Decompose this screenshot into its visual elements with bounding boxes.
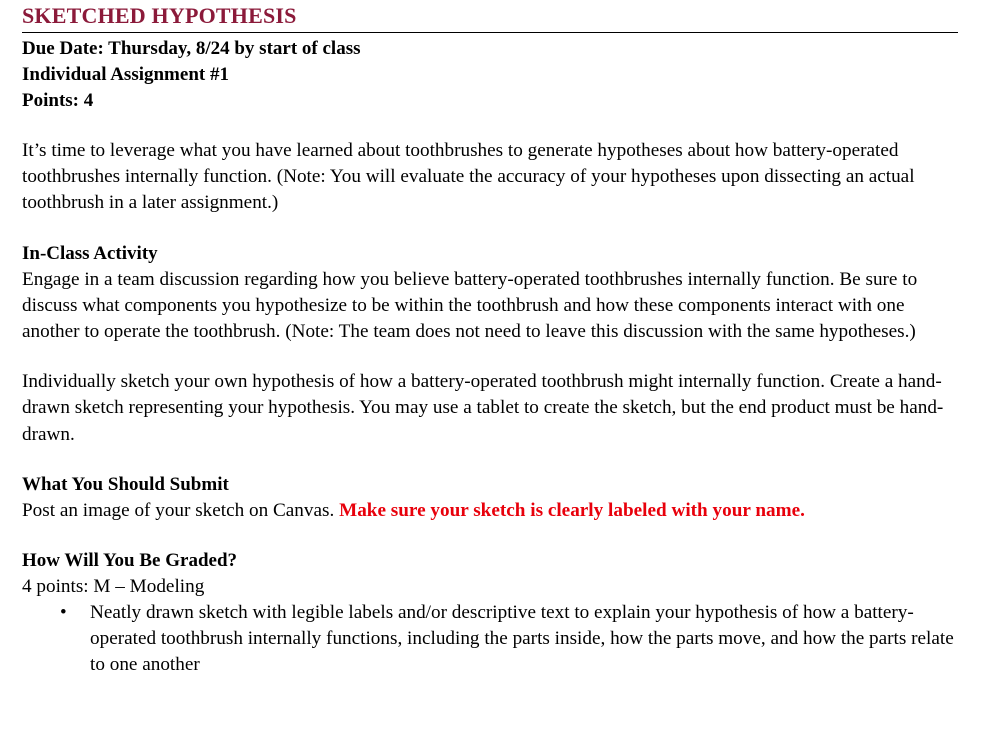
in-class-section: [22, 241, 958, 346]
submit-paragraph: [22, 498, 958, 524]
bullet-icon: •: [60, 602, 67, 624]
grading-points-line: 4 points: M – Modeling: [22, 576, 205, 598]
due-date: Due Date: Thursday, 8/24 by start of class: [22, 38, 361, 59]
grading-section: [22, 548, 958, 678]
in-class-heading: In-Class Activity: [22, 242, 158, 264]
grading-criteria-list: [22, 600, 958, 678]
assignment-document: [22, 2, 958, 678]
list-item: [22, 600, 958, 678]
grading-heading: How Will You Be Graded?: [22, 550, 238, 572]
spacer: [22, 114, 958, 138]
submit-instruction: Post an image of your sketch on Canvas.: [22, 499, 335, 521]
submit-section: [22, 472, 958, 524]
individual-paragraph: Individually sketch your own hypothesis of how a battery-operated toothbrush might internally function. Create a hand-drawn sketch representing your hypothesis. You may use a tablet to create the sketch, but the end product must be hand-drawn.: [22, 371, 944, 445]
spacer: [22, 524, 958, 548]
spacer: [22, 345, 958, 369]
spacer: [22, 217, 958, 241]
submit-emphasis: Make sure your sketch is clearly labeled with your name.: [339, 499, 805, 521]
assignment-type: Individual Assignment #1: [22, 64, 229, 85]
intro-paragraph: It’s time to leverage what you have learned about toothbrushes to generate hypotheses about how battery-operated toothbrushes internally function. (Note: You will evaluate the accuracy of your hypotheses upon dissecting an actual toothbrush in a later assignment.): [22, 140, 915, 214]
points-total: Points: 4: [22, 90, 94, 111]
assignment-meta: [22, 36, 958, 114]
submit-heading: What You Should Submit: [22, 473, 229, 495]
spacer: [22, 448, 958, 472]
document-title: SKETCHED HYPOTHESIS: [22, 2, 958, 33]
in-class-paragraph: Engage in a team discussion regarding how you believe battery-operated toothbrushes internally function. Be sure to discuss what components you hypothesize to be within the toothbrush and how these components interact with one another to operate the toothbrush. (Note: The team does not need to leave this discussion with the same hypotheses.): [22, 268, 918, 343]
grading-criterion: Neatly drawn sketch with legible labels and/or descriptive text to explain your hypothesis of how a battery-operated toothbrush internally functions, including the parts inside, how the parts move, and how the parts relate to one another: [90, 602, 954, 676]
